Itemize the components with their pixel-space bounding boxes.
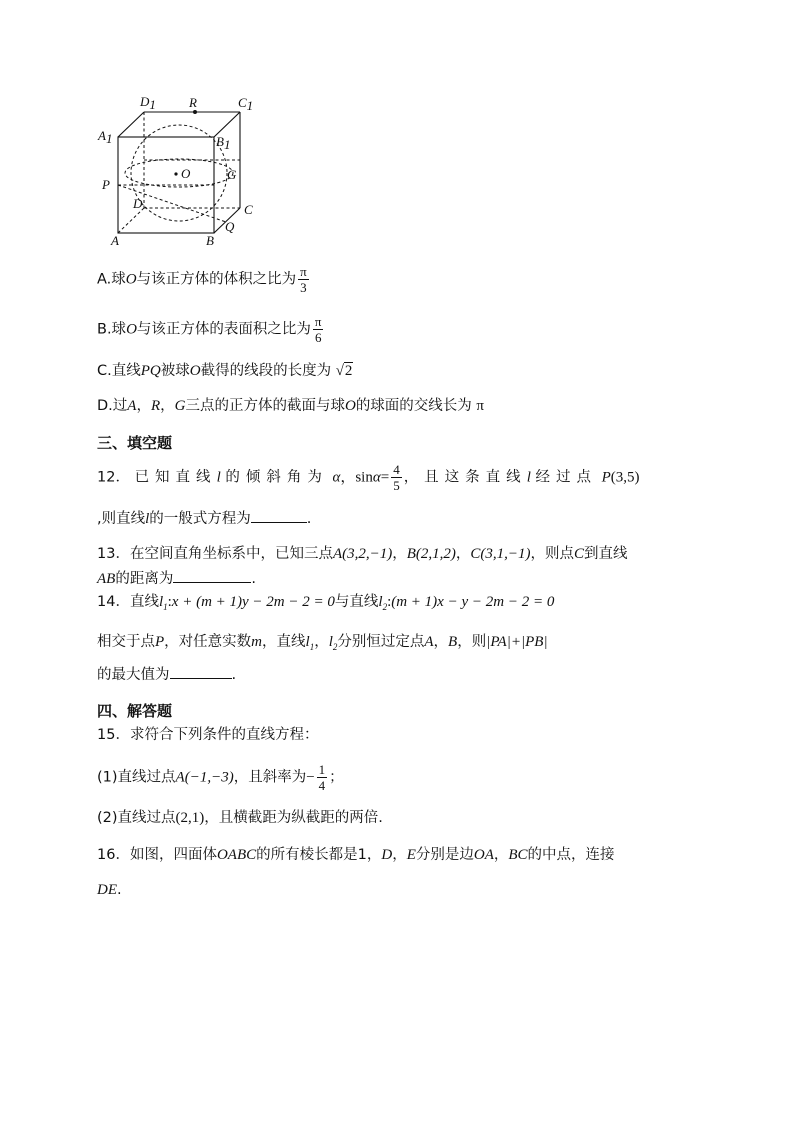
label-O: O — [181, 166, 191, 181]
label-A: A — [111, 233, 119, 248]
fraction: $\frac{1}{4}$ — [318, 762, 326, 793]
question-15-part1: (1)直线过点A(−1,−3)，且斜率为− $\frac{1}{4}$ ； — [97, 762, 344, 793]
cube-sphere-figure — [92, 92, 262, 252]
fraction: $\frac{4}{5}$ — [393, 462, 400, 493]
option-d: D.过A，R，G三点的正方体的截面与球O的球面的交线长为 π — [97, 398, 484, 414]
label-C1: C1 — [238, 95, 254, 113]
question-15-part2: (2)直线过点(2,1)，且横截距为纵截距的两倍. — [97, 810, 383, 826]
question-12: 12． 已知直线l 的倾斜角为 α，sinα= $\frac{4}{5}$ ，且这条直线l 经过点 P(3,5) — [97, 462, 640, 493]
section-title-fill-blank: 三、填空题 — [97, 434, 173, 452]
option-c: C.直线PQ被球O截得的线段的长度为 √2 — [97, 363, 353, 379]
label-Q: Q — [225, 219, 235, 234]
question-14-cont2: 的最大值为 . — [97, 664, 236, 685]
section-title-answer: 四、解答题 — [97, 702, 173, 720]
label-P: P — [102, 177, 110, 192]
question-16-cont: DE. — [97, 882, 122, 898]
question-13: 13．在空间直角坐标系中，已知三点A(3,2,−1)，B(2,1,2)，C(3,1,−1)，则点C到直线 — [97, 546, 628, 562]
question-13-cont: AB的距离为 . — [97, 568, 256, 589]
label-C: C — [244, 202, 253, 217]
label-B1: B1 — [216, 134, 231, 152]
answer-blank[interactable] — [251, 508, 307, 523]
label-B: B — [206, 233, 214, 248]
answer-blank[interactable] — [170, 664, 232, 679]
label-G: G — [227, 167, 237, 182]
question-16: 16．如图，四面体OABC的所有棱长都是1，D，E分别是边OA，BC的中点，连接 — [97, 847, 615, 863]
answer-blank[interactable] — [173, 568, 251, 583]
fraction: $\frac{\pi}{6}$ — [314, 314, 322, 345]
label-A1: A1 — [98, 128, 113, 146]
option-a: A.球O与该正方体的体积之比为 $\frac{\pi}{3}$ — [97, 264, 307, 295]
sphere — [131, 125, 227, 221]
label-R: R — [189, 95, 197, 110]
label-D: D — [133, 196, 143, 211]
label-D1: D1 — [140, 94, 156, 112]
question-14: 14．直线$l_1:x + (m + 1)y - 2m - 2 = 0$与直线$l_2:(m + 1)x - y - 2m - 2 = 0$ — [97, 594, 555, 612]
question-14-cont: 相交于点P，对任意实数m，直线$l_1$，$l_2$分别恒过定点A，B，则|PA|+|PB| — [97, 634, 548, 652]
sqrt-2: √2 — [335, 363, 353, 379]
question-15: 15．求符合下列条件的直线方程： — [97, 727, 319, 743]
option-b: B.球O与该正方体的表面积之比为 $\frac{\pi}{6}$ — [97, 314, 322, 345]
question-12-cont: ,则直线l的一般式方程为 . — [97, 508, 311, 529]
fraction: $\frac{\pi}{3}$ — [300, 264, 307, 295]
